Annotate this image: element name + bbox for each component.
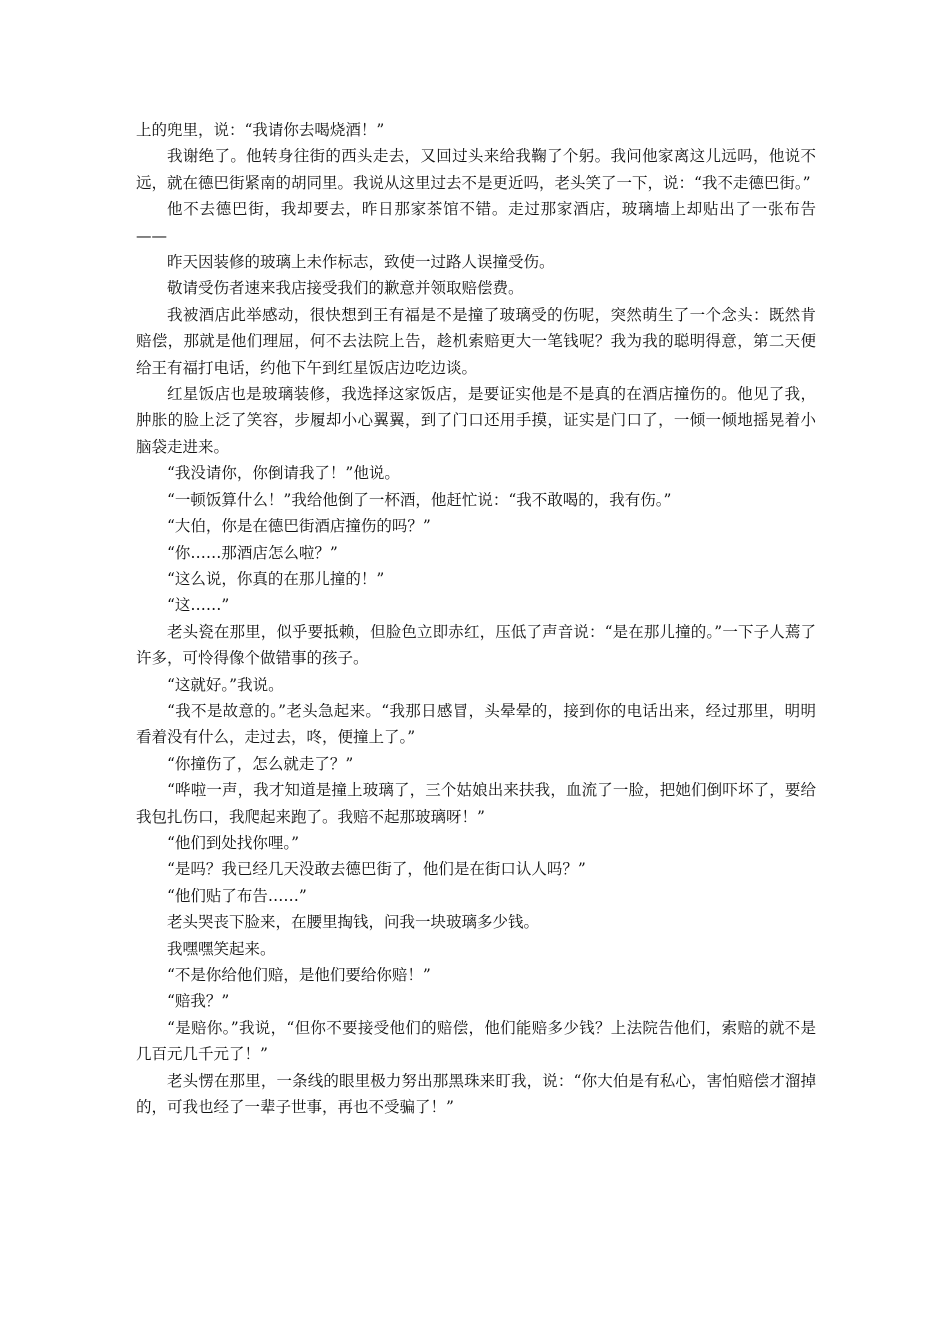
paragraph: 我被酒店此举感动，很快想到王有福是不是撞了玻璃受的伤呢，突然萌生了一个念头：既然肯赔偿，那就是他们理屈，何不去法院上告，趁机索赔更大一笔钱呢？我为我的聪明得意，第二天便给王有福打电话，约他下午到红星饭店边吃边谈。 bbox=[136, 305, 816, 377]
dialogue-line: “是赔你。”我说，“但你不要接受他们的赔偿，他们能赔多少钱？上法院告他们，索赔的就不是几百元几千元了！” bbox=[136, 1018, 816, 1064]
dialogue-line: “哗啦一声，我才知道是撞上玻璃了，三个姑娘出来扶我，血流了一脸，把她们倒吓坏了，要给我包扎伤口，我爬起来跑了。我赔不起那玻璃呀！” bbox=[136, 781, 816, 826]
dialogue-line: “一顿饭算什么！”我给他倒了一杯酒，他赶忙说：“我不敢喝的，我有伤。” bbox=[167, 490, 672, 509]
dialogue-line: “是吗？我已经几天没敢去德巴街了，他们是在街口认人吗？” bbox=[167, 860, 586, 879]
notice-line: 昨天因装修的玻璃上未作标志，致使一过路人误撞受伤。 bbox=[167, 253, 555, 272]
dialogue-line: “大伯，你是在德巴街酒店撞伤的吗？” bbox=[167, 517, 431, 536]
dialogue-line: “赔我？” bbox=[167, 992, 230, 1011]
paragraph: 我嘿嘿笑起来。 bbox=[167, 939, 276, 958]
paragraph: 红星饭店也是玻璃装修，我选择这家饭店，是要证实他是不是真的在酒店撞伤的。他见了我，肿胀的脸上泛了笑容，步履却小心翼翼，到了门口还用手摸，证实是门口了，一倾一倾地摇晃着小脑袋走进来。 bbox=[136, 385, 816, 456]
dialogue-line: “他们到处找你哩。” bbox=[167, 833, 300, 852]
notice-line: 敬请受伤者速来我店接受我们的歉意并领取赔偿费。 bbox=[167, 279, 524, 298]
paragraph: 老头愣在那里，一条线的眼里极力努出那黑珠来盯我，说：“你大伯是有私心，害怕赔偿才溜掉的，可我也经了一辈子世事，再也不受骗了！” bbox=[136, 1071, 816, 1117]
dialogue-line: “我没请你，你倒请我了！”他说。 bbox=[167, 464, 400, 483]
dialogue-line: “这……” bbox=[167, 596, 230, 615]
dialogue-line: “不是你给他们赔，是他们要给你赔！” bbox=[167, 966, 431, 984]
dialogue-line: “我不是故意的。”老头急起来。“我那日感冒，头晕晕的，接到你的电话出来，经过那里，明明看着没有什么，走过去，咚，便撞上了。” bbox=[136, 701, 816, 747]
dialogue-line: “他们贴了布告……” bbox=[167, 886, 307, 905]
document-page bbox=[136, 117, 816, 1120]
paragraph: 老头瓷在那里，似乎要抵赖，但脸色立即赤红，压低了声音说：“是在那儿撞的。”一下子人蔫了许多，可怜得像个做错事的孩子。 bbox=[136, 622, 816, 668]
dialogue-line: “你撞伤了，怎么就走了？” bbox=[167, 754, 354, 773]
paragraph: 他不去德巴街，我却要去，昨日那家茶馆不错。走过那家酒店，玻璃墙上却贴出了一张布告—— bbox=[136, 200, 816, 245]
dialogue-line: “这么说，你真的在那儿撞的！” bbox=[167, 569, 385, 588]
paragraph: 上的兜里，说：“我请你去喝烧酒！” bbox=[136, 121, 385, 139]
paragraph: 老头哭丧下脸来，在腰里掏钱，问我一块玻璃多少钱。 bbox=[167, 913, 540, 932]
dialogue-line: “你……那酒店怎么啦？” bbox=[167, 543, 338, 562]
paragraph: 我谢绝了。他转身往街的西头走去，又回过头来给我鞠了个躬。我问他家离这儿远吗，他说不远，就在德巴街紧南的胡同里。我说从这里过去不是更近吗，老头笑了一下，说：“我不走德巴街。” bbox=[136, 147, 816, 192]
dialogue-line: “这就好。”我说。 bbox=[167, 675, 284, 694]
